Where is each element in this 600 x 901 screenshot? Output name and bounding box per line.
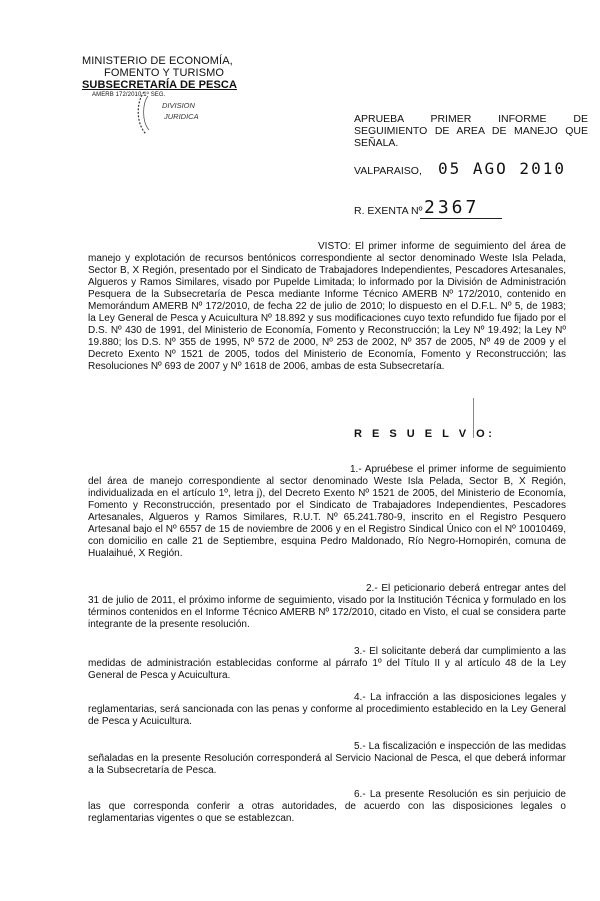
stamp-text-2: JURIDICA (164, 112, 199, 121)
visto-paragraph: VISTO: El primer informe de seguimiento del área de manejo y explotación de recursos bentónicos correspondiente al sector denominado Weste Isla Pelada, Sector B, X Región, presentado por el Sindicato de Trabajadores Independientes, Pescadores Artesanales, Algueros y Ramos Similares, visado por Pupelde Limitada; lo informado por la División de Administración Pesquera de la Subsecretaría de Pesca mediante Informe Técnico AMERB Nº 172/2010, contenido en Memorándum AMERB Nº 172/2010, de fecha 22 de julio de 2010; lo dispuesto en el D.F.L. Nº 5, de 1983; la Ley General de Pesca y Acuicultura Nº 18.892 y sus modificaciones cuyo texto refundido fue fijado por el D.S. Nº 430 de 1991, del Ministerio de Economía, Fomento y Reconstrucción; la Ley Nº 19.492; la Ley Nº 19.880; los D.S. Nº 355 de 1995, Nº 572 de 2000, Nº 253 de 2002, Nº 357 de 2005, Nº 49 de 2009 y el Decreto Exento Nº 1521 de 2005, todos del Ministerio de Economía, Fomento y Reconstrucción; las Resoluciones Nº 693 de 2007 y Nº 1618 de 2006, ambas de esta Subsecretaría. (88, 241, 566, 372)
item-6: 6.- La presente Resolución es sin perjuicio de las que corresponda conferir a otras autoridades, de acuerdo con las disposiciones legales o reglamentarias vigentes o que se establezcan. (88, 789, 566, 824)
item-2: 2.- El peticionario deberá entregar antes del 31 de julio de 2011, el próximo informe de seguimiento, visado por la Institución Técnica y formulado en los términos contenidos en el Informe Técnico AMERB Nº 172/2010, citado en Visto, el cual se considera parte integrante de la presente resolución. (88, 583, 566, 630)
reference-code: AMERB 172/2010 1º SEG. (92, 92, 166, 98)
ministry-line-2: FOMENTO Y TURISMO (104, 67, 225, 79)
division-juridica-stamp (134, 88, 200, 138)
exenta-number: 2367 (424, 197, 480, 218)
place-label: VALPARAISO, (354, 165, 422, 177)
item-4: 4.- La infracción a las disposiciones legales y reglamentarias, será sancionada con las penas y conforme al procedimiento establecido en la Ley General de Pesca y Acuicultura. (88, 692, 566, 727)
item-3: 3.- El solicitante deberá dar cumplimiento a las medidas de administración establecidas conforme al párrafo 1º del Título II y al artículo 48 de la Ley General de Pesca y Acuicultura. (88, 646, 566, 681)
item-5: 5.- La fiscalización e inspección de las medidas señaladas en la presente Resolución corresponderá al Servicio Nacional de Pesca, el que deberá informar a la Subsecretaría de Pesca. (88, 741, 566, 776)
exenta-label: R. EXENTA Nº (354, 205, 423, 217)
resolution-subject: APRUEBA PRIMER INFORME DE SEGUIMIENTO DE AREA DE MANEJO QUE SEÑALA. (354, 113, 588, 149)
resuelvo-heading: R E S U E L V O: (354, 428, 496, 440)
stamped-date: 05 AGO 2010 (438, 159, 566, 178)
subsecretaria-line: SUBSECRETARÍA DE PESCA (82, 79, 237, 91)
stamp-text-1: DIVISION (162, 101, 195, 110)
ministry-line: MINISTERIO DE ECONOMÍA, (82, 55, 233, 67)
number-underline (420, 218, 502, 219)
item-1: 1.- Apruébese el primer informe de seguimiento del área de manejo correspondiente al sector denominado Weste Isla Pelada, Sector B, X Región, individualizada en el artículo 1º, letra j), del Decreto Exento Nº 1521 de 2005, del Ministerio de Economía, Fomento y Reconstrucción, presentado por el Sindicato de Trabajadores Independientes, Pescadores Artesanales, Algueros y Ramos Similares, R.U.T. Nº 65.241.780-9, inscrito en el Registro Pesquero Artesanal bajo el Nº 6557 de 15 de noviembre de 2006 y en el Registro Sindical Único con el Nº 10010469, con domicilio en calle 21 de Septiembre, esquina Pedro Maldonado, Río Negro-Hornopirén, comuna de Hualaihué, X Región. (88, 464, 566, 559)
